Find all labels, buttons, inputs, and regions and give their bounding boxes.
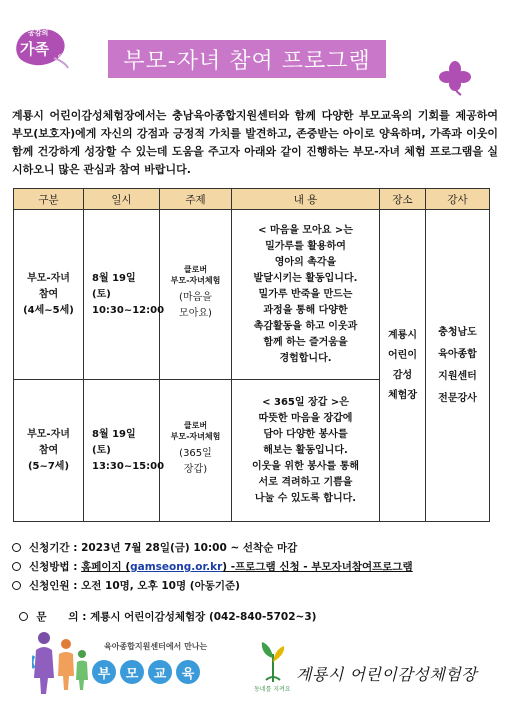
info-contact: 문 의 : 계룡시 어린이감성체험장 (042-840-5702~3) (12, 597, 502, 624)
col-header-instructor: 강사 (426, 189, 490, 210)
edu-char-badge: 부 (92, 660, 116, 684)
info-label: 신청기간 (29, 542, 70, 554)
table-header-row (14, 189, 490, 210)
edu-char-badge: 모 (120, 660, 144, 684)
row-topic: 클로버 부모-자녀체험 (365일 장갑) (160, 380, 232, 522)
row-category: 부모-자녀 참여 (4세~5세) (14, 210, 84, 380)
page-title: 부모-자녀 참여 프로그램 (108, 40, 386, 78)
info-label: 신청방법 (29, 561, 70, 573)
family-figures-icon (32, 628, 94, 700)
center-name: 계룡시 어린이감성체험장 (296, 665, 478, 684)
edu-char-badge: 교 (148, 660, 172, 684)
info-label: 신청인원 (29, 580, 70, 592)
col-header-topic: 주제 (160, 189, 232, 210)
family-love-logo: 공감의 가족 애 (8, 22, 72, 70)
place-cell: 계룡시 어린이 감성 체험장 (380, 210, 426, 522)
sprout-logo-icon: 동네를 지켜요 (258, 638, 288, 696)
info-value: 오전 10명, 오후 10명 (아동기준) (81, 580, 240, 592)
info-value: 홈페이지 ( (81, 561, 131, 573)
col-header-category: 구분 (14, 189, 84, 210)
col-header-datetime: 일시 (84, 189, 160, 210)
col-header-place: 장소 (380, 189, 426, 210)
info-label: 문 의 (36, 611, 79, 623)
row-datetime: 8월 19일(토) 13:30~15:00 (84, 380, 160, 522)
bullet-icon (12, 543, 21, 552)
info-people: 신청인원 : 오전 10명, 오후 10명 (아동기준) (12, 578, 502, 593)
intro-paragraph: 계룡시 어린이감성체험장에서는 충남육아종합지원센터와 함께 다양한 부모교육의 기회를 제공하여 부모(보호자)에게 자신의 강점과 긍정적 가치를 발견하고, 존중받는 아이로 양육하며, 가족과 이웃이 함께 건강하게 성장할 수 있는데 도움을 주고자 아래와 같이 진행하는 부모-자녀 체험 프로그램을 실시하오니 많은 관심과 참여 바랍니다. (12, 109, 498, 176)
row-content: < 마음을 모아요 >는 밀가루를 활용하여 영아의 촉각을 발달시키는 활동입니다. 밀가루 반죽을 만드는 과정을 통해 다양한 촉감활동을 하고 이웃과 함께 하는 즐거움을 경험합니다. (232, 210, 380, 380)
row-topic: 클로버 부모-자녀체험 (마음을 모아요) (160, 210, 232, 380)
edu-char-badge: 육 (176, 660, 200, 684)
row-datetime: 8월 19일(토) 10:30~12:00 (84, 210, 160, 380)
bullet-icon (12, 562, 21, 571)
bullet-icon (12, 581, 21, 590)
instructor-cell: 충청남도 육아종합 지원센터 전문강사 (426, 210, 490, 522)
homepage-link[interactable]: gamseong.or.kr (130, 561, 223, 573)
bullet-icon (19, 612, 28, 621)
edu-subtitle: 육아종합지원센터에서 만나는 (104, 642, 208, 651)
info-value: 2023년 7월 28일(금) 10:00 ~ 선착순 마감 (81, 542, 298, 554)
program-table (13, 188, 490, 522)
col-header-content: 내 용 (232, 189, 380, 210)
info-period: 신청기간 : 2023년 7월 28일(금) 10:00 ~ 선착순 마감 (12, 540, 502, 555)
row-content: < 365일 장갑 >은 따뜻한 마음을 장갑에 담아 다양한 봉사를 해보는 활동입니다. 이웃을 위한 봉사를 통해 서로 격려하고 기쁨을 나눌 수 있도록 합니다. (232, 380, 380, 522)
clover-icon (438, 60, 472, 96)
info-method: 신청방법 : 홈페이지 (gamseong.or.kr) -프로그램 신청 - 부모자녀참여프로그램 (12, 559, 502, 574)
table-row (14, 210, 490, 380)
info-value: ) -프로그램 신청 - 부모자녀참여프로그램 (222, 561, 413, 573)
info-value: 계룡시 어린이감성체험장 (042-840-5702~3) (90, 611, 317, 623)
parent-education-badges (92, 660, 200, 684)
row-category: 부모-자녀 참여 (5~7세) (14, 380, 84, 522)
